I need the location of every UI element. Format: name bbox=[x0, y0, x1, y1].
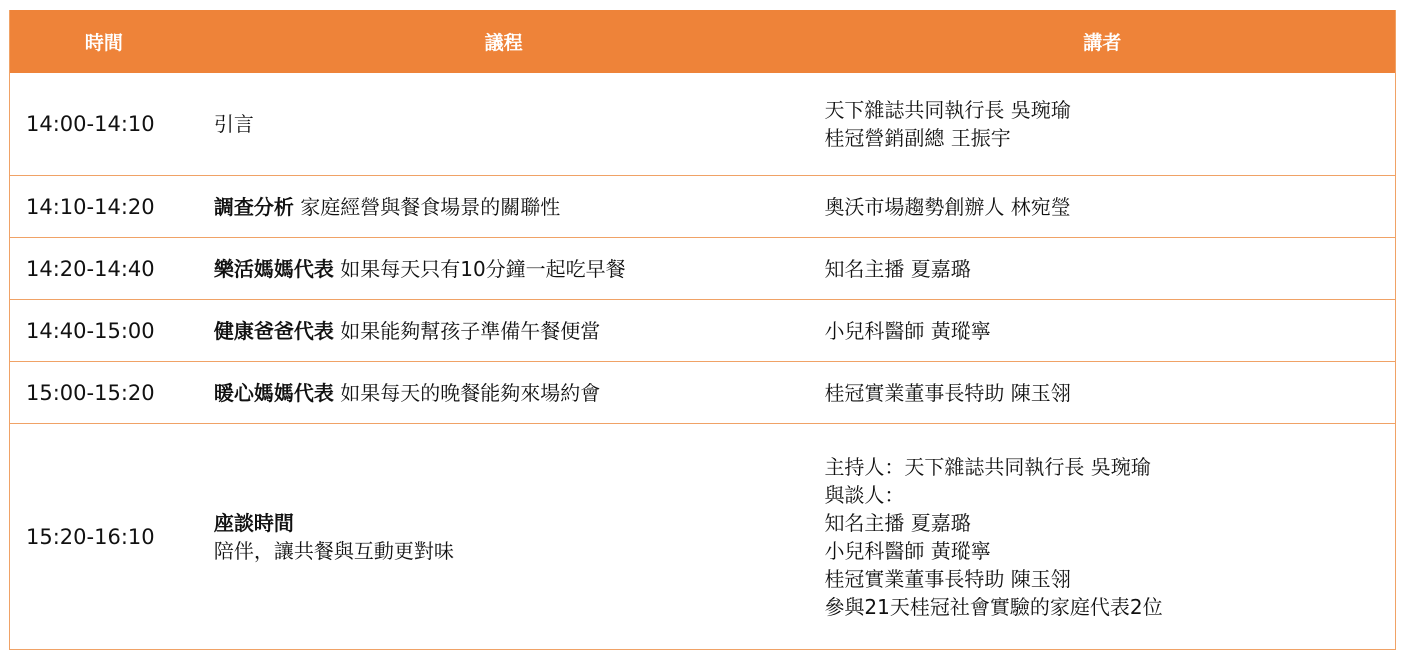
agenda-table bbox=[9, 10, 1396, 650]
time-cell: 15:20-16:10 bbox=[26, 524, 155, 549]
speaker-line: 桂冠實業董事長特助 陳玉翎 bbox=[824, 566, 1071, 591]
speaker-line: 奧沃市場趨勢創辦人 林宛瑩 bbox=[824, 194, 1071, 219]
table-row bbox=[10, 361, 1395, 423]
topic-cell bbox=[198, 379, 810, 407]
speaker-line: 知名主播 夏嘉璐 bbox=[824, 510, 971, 535]
topic-title: 調查分析 bbox=[213, 194, 294, 219]
topic-title: 座談時間 bbox=[213, 510, 294, 535]
time-cell: 14:20-14:40 bbox=[26, 256, 155, 281]
table-body bbox=[10, 73, 1395, 649]
topic-cell bbox=[198, 110, 810, 138]
topic-cell bbox=[198, 317, 810, 345]
topic-text: 引言 bbox=[213, 112, 254, 136]
table-row bbox=[10, 73, 1395, 175]
topic-text: 家庭經營與餐食場景的關聯性 bbox=[300, 194, 561, 219]
speaker-cell bbox=[809, 96, 1395, 152]
topic-cell bbox=[198, 509, 810, 565]
speaker-cell bbox=[809, 453, 1395, 621]
time-cell: 14:40-15:00 bbox=[26, 318, 155, 343]
speaker-line: 主持人：天下雜誌共同執行長 吳琬瑜 bbox=[824, 454, 1151, 479]
time-cell: 14:10-14:20 bbox=[26, 194, 155, 219]
time-cell: 14:00-14:10 bbox=[26, 112, 155, 136]
topic-title: 健康爸爸代表 bbox=[213, 318, 334, 343]
header-speaker: 講者 bbox=[1083, 32, 1122, 54]
table-row bbox=[10, 237, 1395, 299]
time-cell: 15:00-15:20 bbox=[26, 380, 155, 405]
speaker-line: 小兒科醫師 黃瑽寧 bbox=[824, 538, 991, 563]
topic-title: 樂活媽媽代表 bbox=[213, 256, 334, 281]
topic-cell bbox=[198, 193, 810, 221]
topic-text: 如果每天的晚餐能夠來場約會 bbox=[340, 380, 601, 405]
table-row bbox=[10, 423, 1395, 649]
speaker-line: 桂冠營銷副總 王振宇 bbox=[824, 126, 1011, 150]
topic-title: 暖心媽媽代表 bbox=[213, 380, 334, 405]
speaker-cell bbox=[809, 379, 1395, 407]
header-time: 時間 bbox=[84, 32, 123, 54]
header-topic: 議程 bbox=[484, 32, 523, 54]
speaker-cell bbox=[809, 255, 1395, 283]
speaker-line: 知名主播 夏嘉璐 bbox=[824, 256, 971, 281]
topic-text: 如果能夠幫孩子準備午餐便當 bbox=[340, 318, 601, 343]
table-row bbox=[10, 299, 1395, 361]
speaker-cell bbox=[809, 317, 1395, 345]
speaker-cell bbox=[809, 193, 1395, 221]
topic-text: 如果每天只有10分鐘一起吃早餐 bbox=[340, 256, 626, 281]
speaker-line: 天下雜誌共同執行長 吳琬瑜 bbox=[824, 98, 1071, 122]
topic-cell bbox=[198, 255, 810, 283]
table-header bbox=[10, 10, 1395, 73]
speaker-line: 小兒科醫師 黃瑽寧 bbox=[824, 318, 991, 343]
speaker-line: 桂冠實業董事長特助 陳玉翎 bbox=[824, 380, 1071, 405]
topic-text: 陪伴，讓共餐與互動更對味 bbox=[213, 538, 454, 563]
table-row bbox=[10, 175, 1395, 237]
speaker-line: 與談人： bbox=[824, 482, 905, 507]
speaker-line: 參與21天桂冠社會實驗的家庭代表2位 bbox=[824, 594, 1163, 619]
